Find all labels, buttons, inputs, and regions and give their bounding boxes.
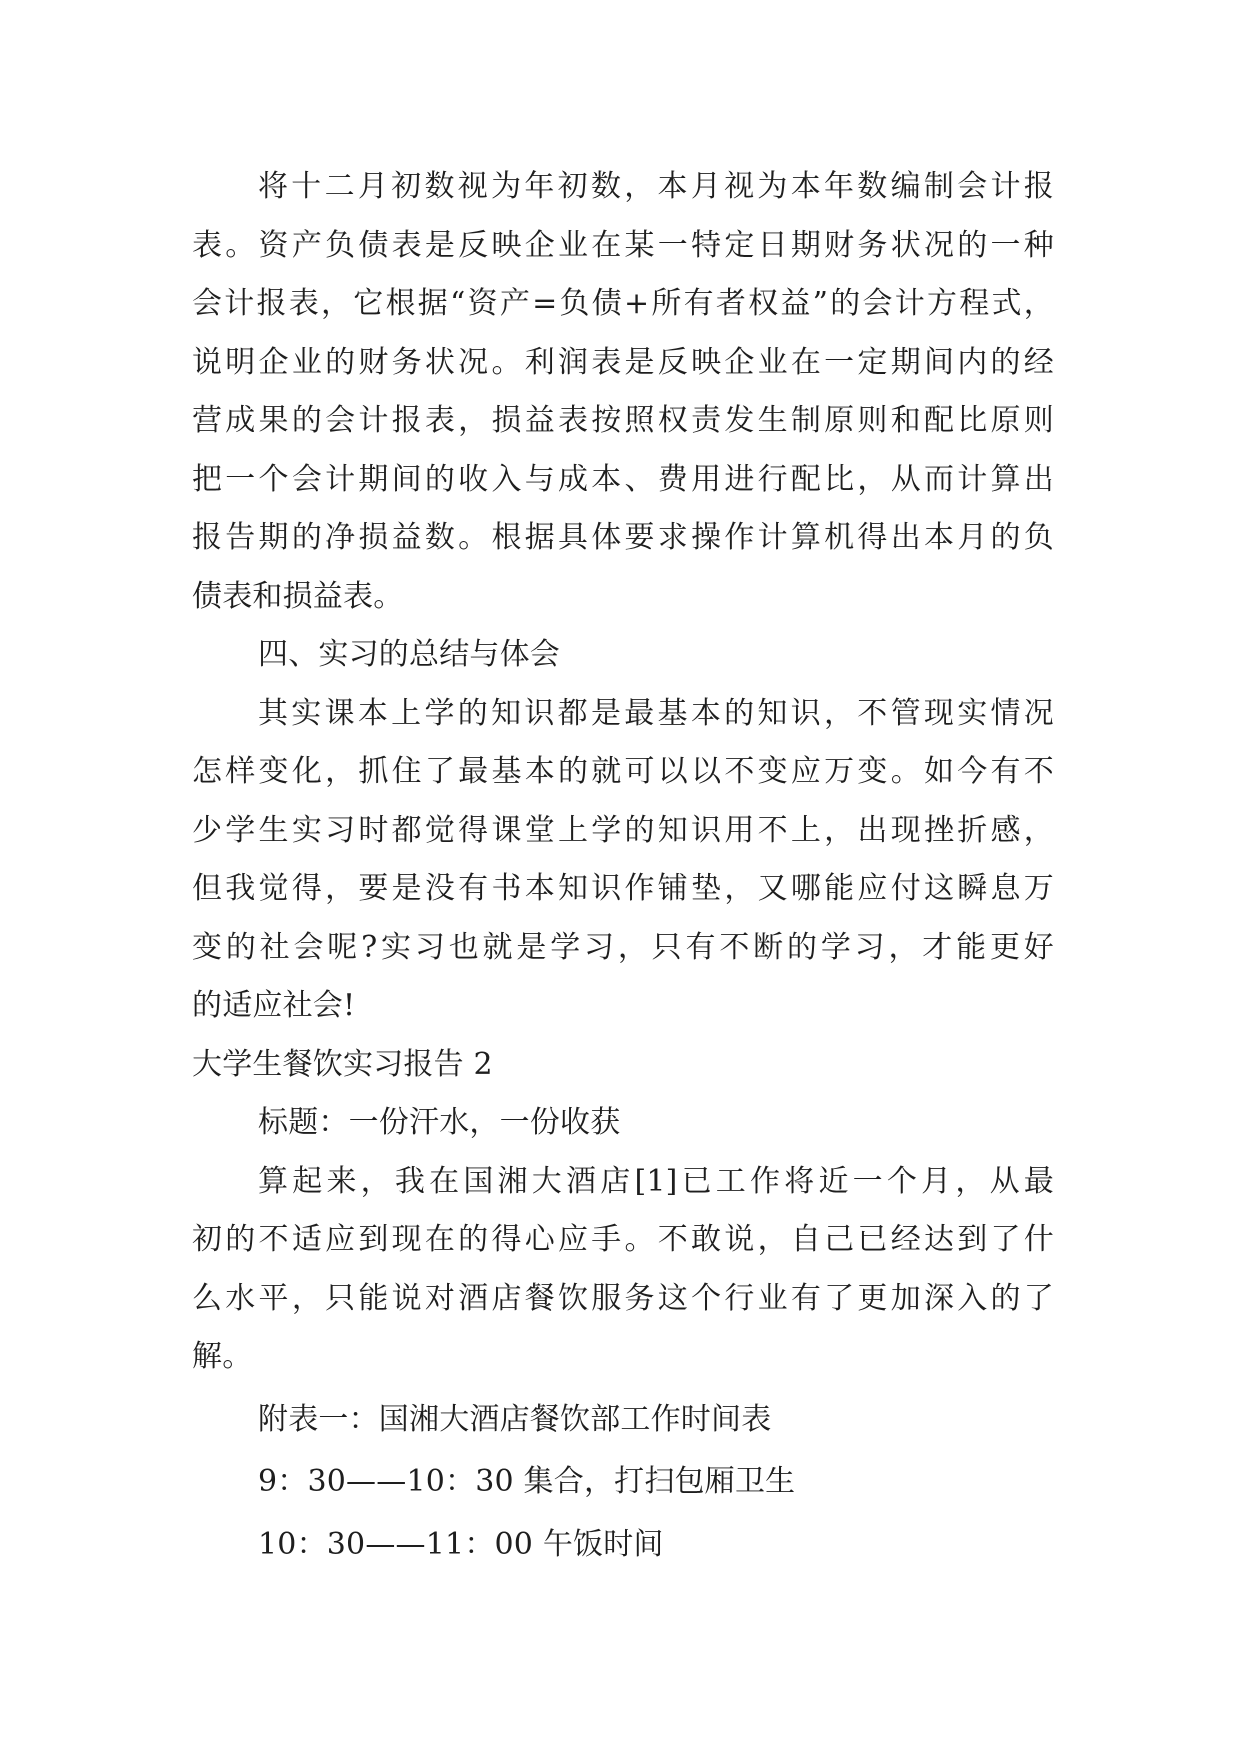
schedule-item: 10：30——11：00 午饭时间 bbox=[258, 1526, 664, 1562]
document-body bbox=[192, 158, 1054, 1574]
paragraph-accounting-reports bbox=[192, 158, 1054, 626]
text-line: 说明企业的财务状况。利润表是反映企业在一定期间内的经 bbox=[192, 344, 1054, 380]
report-subtitle: 标题：一份汗水，一份收获 bbox=[258, 1105, 621, 1140]
text-line: 变的社会呢?实习也就是学习，只有不断的学习，才能更好 bbox=[192, 929, 1054, 965]
text-line: 将十二月初数视为年初数，本月视为本年数编制会计报 bbox=[258, 169, 1054, 204]
text-line: 解。 bbox=[192, 1339, 253, 1374]
table-caption: 附表一：国湘大酒店餐饮部工作时间表 bbox=[258, 1401, 772, 1437]
text-line: 债表和损益表。 bbox=[192, 578, 404, 614]
paragraph-summary bbox=[192, 685, 1054, 1036]
schedule-list bbox=[192, 1453, 1054, 1574]
text-line: 其实课本上学的知识都是最基本的知识，不管现实情况 bbox=[258, 695, 1054, 731]
text-line: 报告期的净损益数。根据具体要求操作计算机得出本月的负 bbox=[192, 520, 1054, 555]
text-line: 但我觉得，要是没有书本知识作铺垫，又哪能应付这瞬息万 bbox=[192, 871, 1054, 906]
text-line: 的适应社会! bbox=[192, 988, 356, 1023]
text-line: 算起来，我在国湘大酒店[1]已工作将近一个月，从最 bbox=[258, 1163, 1054, 1199]
text-line: 会计报表，它根据“资产=负债+所有者权益”的会计方程式， bbox=[192, 286, 1054, 321]
section-heading: 四、实习的总结与体会 bbox=[258, 637, 560, 672]
paragraph-intro bbox=[192, 1153, 1054, 1387]
text-line: 营成果的会计报表，损益表按照权责发生制原则和配比原则 bbox=[192, 403, 1054, 438]
text-line: 初的不适应到现在的得心应手。不敢说，自己已经达到了什 bbox=[192, 1222, 1054, 1257]
text-line: 把一个会计期间的收入与成本、费用进行配比，从而计算出 bbox=[192, 461, 1054, 497]
text-line: 表。资产负债表是反映企业在某一特定日期财务状况的一种 bbox=[192, 227, 1054, 263]
text-line: 么水平，只能说对酒店餐饮服务这个行业有了更加深入的了 bbox=[192, 1280, 1054, 1316]
text-line: 少学生实习时都觉得课堂上学的知识用不上，出现挫折感， bbox=[192, 812, 1054, 848]
schedule-item: 9：30——10：30 集合，打扫包厢卫生 bbox=[258, 1464, 796, 1499]
report-title: 大学生餐饮实习报告 2 bbox=[192, 1046, 493, 1082]
text-line: 怎样变化，抓住了最基本的就可以以不变应万变。如今有不 bbox=[192, 754, 1054, 789]
